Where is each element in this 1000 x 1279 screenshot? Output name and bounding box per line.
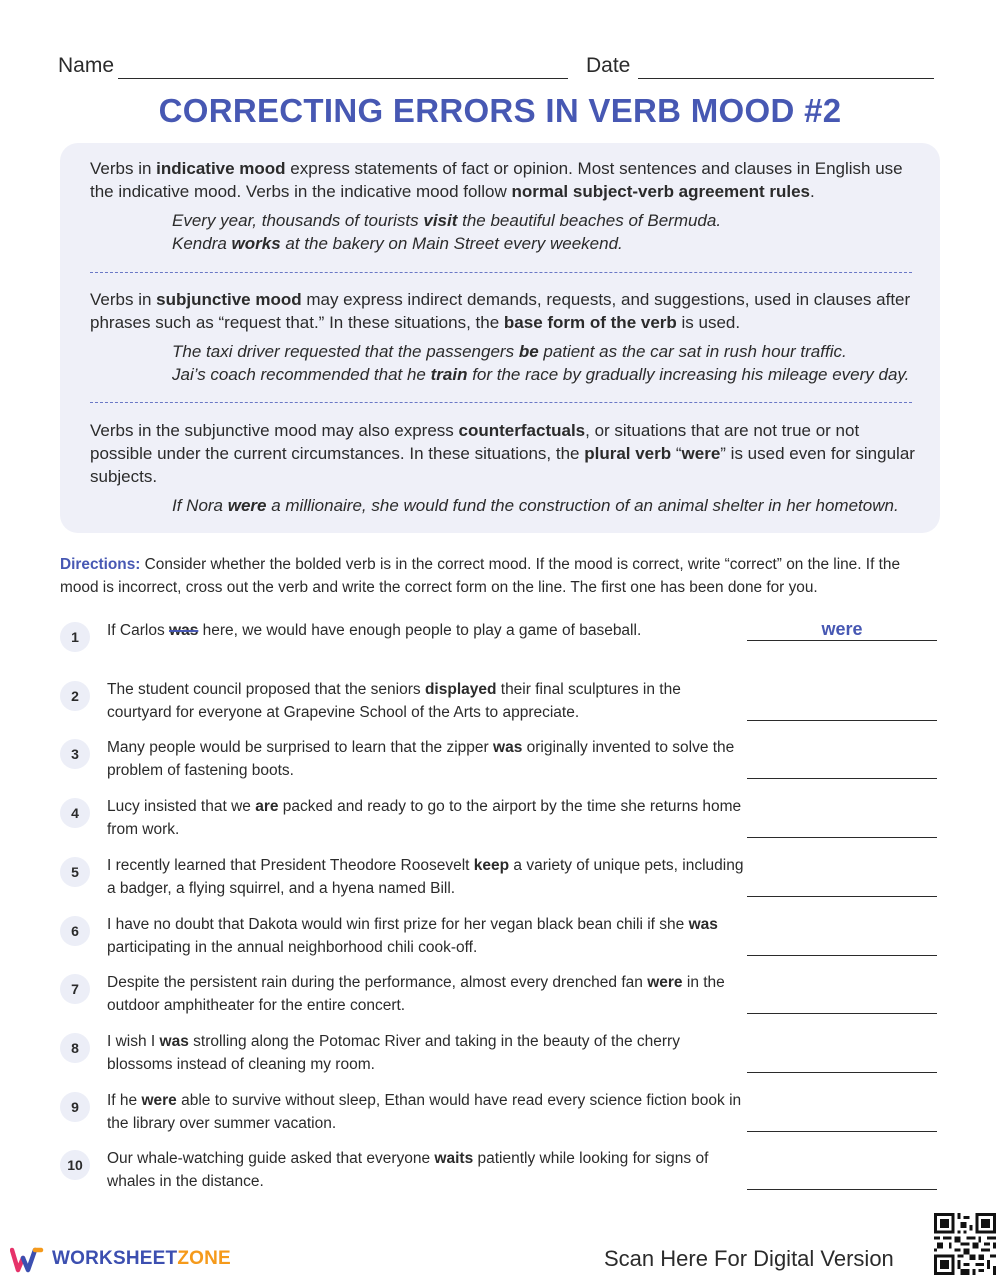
subjunctive-example-2: Jai’s coach recommended that he train for the race by gradually increasing his mileage every day. <box>172 365 910 384</box>
directions <box>60 553 940 599</box>
bolded-verb: keep <box>473 856 510 874</box>
question-text: Lucy insisted that we are packed and ready to go to the airport by the time she returns home from work. <box>107 798 742 839</box>
question-text: Despite the persistent rain during the performance, almost every drenched fan were in the outdoor amphitheater for the entire concert. <box>107 974 725 1015</box>
question-text: Many people would be surprised to learn that the zipper was originally invented to solve the problem of fastening boots. <box>107 739 735 780</box>
bolded-verb: was <box>493 739 523 757</box>
answer-text: were <box>821 619 863 639</box>
question-text: The student council proposed that the seniors displayed their final sculptures in the courtyard for everyone at Grapevine School of the Arts to appreciate. <box>107 680 681 721</box>
name-label: Name <box>58 54 115 77</box>
bolded-verb: was <box>169 622 199 639</box>
question-number: 7 <box>60 974 90 1004</box>
question-row <box>60 1033 940 1083</box>
question-number: 9 <box>60 1092 90 1122</box>
question-text: If Carlos was here, we would have enough people to play a game of baseball. <box>107 622 642 639</box>
answer-line[interactable] <box>747 896 937 897</box>
question-number: 8 <box>60 1033 90 1063</box>
question-text: Our whale-watching guide asked that everyone waits patiently while looking for signs of whales in the distance. <box>107 1150 709 1191</box>
worksheetzone-logo <box>10 1244 240 1274</box>
indicative-example-1: Every year, thousands of tourists visit the beautiful beaches of Bermuda. <box>172 211 722 230</box>
bolded-verb: are <box>255 798 279 816</box>
grammar-info-box <box>60 143 940 533</box>
answer-line[interactable] <box>747 955 937 956</box>
bolded-verb: were <box>141 1091 177 1109</box>
subjunctive-explanation: Verbs in subjunctive mood may express indirect demands, requests, and suggestions, used in clauses after phrases such as “request that.” In these situations, the base form of the verb is used. <box>90 290 911 332</box>
question-text: If he were able to survive without sleep, Ethan would have read every science fiction book in the library over summer vacation. <box>107 1091 742 1132</box>
answer-line[interactable] <box>747 720 937 721</box>
question-number: 6 <box>60 916 90 946</box>
question-number: 2 <box>60 681 90 711</box>
section-divider <box>90 272 912 273</box>
directions-text: Consider whether the bolded verb is in the correct mood. If the mood is correct, write “correct” on the line. If the mood is incorrect, cross out the verb and write the correct form on the line. The first one has been done for you. <box>60 556 901 596</box>
question-row <box>60 681 940 731</box>
bolded-verb: waits <box>434 1150 474 1168</box>
question-number: 10 <box>60 1150 90 1180</box>
question-row <box>60 916 940 966</box>
counterfactual-example: If Nora were a millionaire, she would fund the construction of an animal shelter in her hometown. <box>172 496 899 515</box>
question-number: 5 <box>60 857 90 887</box>
date-field[interactable] <box>638 78 934 79</box>
question-row <box>60 1092 940 1142</box>
directions-label: Directions: <box>60 556 141 573</box>
answer-line[interactable] <box>747 1189 937 1190</box>
question-text: I recently learned that President Theodore Roosevelt keep a variety of unique pets, including a badger, a flying squirrel, and a hyena named Bill. <box>107 856 744 897</box>
question-row <box>60 798 940 848</box>
bolded-verb: were <box>647 974 683 992</box>
question-row <box>60 619 940 672</box>
answer-line[interactable] <box>747 640 937 641</box>
question-row <box>60 1150 940 1200</box>
worksheet-title: CORRECTING ERRORS IN VERB MOOD #2 <box>158 92 842 129</box>
date-label: Date <box>586 54 631 77</box>
question-number: 1 <box>60 622 90 652</box>
name-date-header <box>58 54 938 84</box>
answer-line[interactable] <box>747 1013 937 1014</box>
bolded-verb: was <box>688 915 718 933</box>
answer-line[interactable] <box>747 837 937 838</box>
qr-code-icon[interactable] <box>934 1213 996 1275</box>
bolded-verb: displayed <box>424 680 497 698</box>
question-number: 4 <box>60 798 90 828</box>
scan-instruction: Scan Here For Digital Version <box>604 1246 894 1271</box>
bolded-verb: was <box>159 1032 189 1050</box>
question-text: I have no doubt that Dakota would win first prize for her vegan black bean chili if she was participating in the annual neighborhood chili cook-off. <box>107 915 718 956</box>
section-divider <box>90 402 912 403</box>
answer-line[interactable] <box>747 1131 937 1132</box>
answer-line[interactable] <box>747 778 937 779</box>
question-text: I wish I was strolling along the Potomac River and taking in the beauty of the cherry blossoms instead of cleaning my room. <box>107 1032 680 1073</box>
logo-mark-icon <box>10 1246 46 1274</box>
name-field[interactable] <box>118 78 568 79</box>
question-row <box>60 974 940 1024</box>
logo-text: WORKSHEETZONE <box>52 1248 231 1269</box>
indicative-explanation: Verbs in indicative mood express statements of fact or opinion. Most sentences and clauses in English use the indicative mood. Verbs in the indicative mood follow normal subject-verb agreement rules. <box>90 159 903 201</box>
question-row <box>60 739 940 789</box>
answer-line[interactable] <box>747 1072 937 1073</box>
question-row <box>60 857 940 907</box>
indicative-example-2: Kendra works at the bakery on Main Street every weekend. <box>172 234 623 253</box>
subjunctive-example-1: The taxi driver requested that the passengers be patient as the car sat in rush hour traffic. <box>172 342 847 361</box>
question-number: 3 <box>60 739 90 769</box>
counterfactual-explanation: Verbs in the subjunctive mood may also express counterfactuals, or situations that are not true or not possible under the current circumstances. In these situations, the plural verb “were” is used even for singular subjects. <box>90 421 915 486</box>
